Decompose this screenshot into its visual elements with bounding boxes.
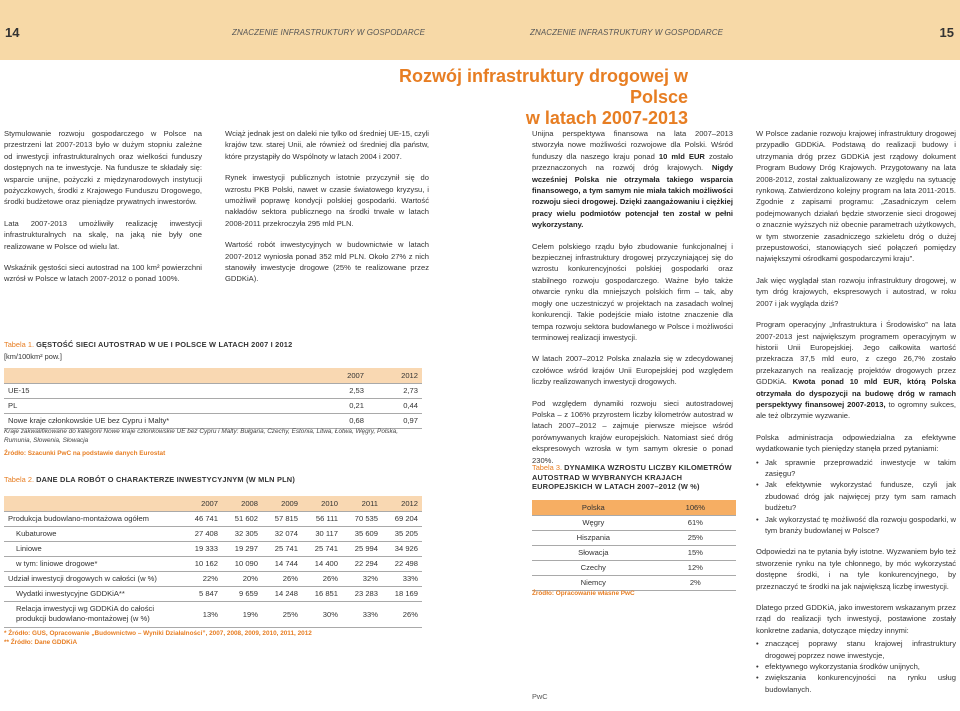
table-row: Czechy 12% [532, 560, 736, 575]
column-3 [532, 128, 733, 476]
left-header-band [0, 0, 480, 60]
table-row: Relacja inwestycji wg GDDKiA do całości produkcji budowlano-montażowej (w %) 13% 19% 25% 30% 33% 26% [4, 601, 422, 627]
footer-brand: PwC [532, 692, 548, 701]
col4-paragraph: Dlatego przed GDDKiA, jako inwestorem wskazanym przez rząd do realizacji tych inwestycji, postawione zostały konkretne zadania, dotyczące między innymi: [756, 603, 956, 635]
question-list [756, 457, 956, 537]
col2-paragraph: Wartość robót inwestycyjnych w budownictwie w latach 2007-2012 wyniosła ponad 352 mld PLN. Około 27% z nich stanowiły inwestycje drogowe (25% te realizowane przez GDDKiA). [225, 240, 429, 284]
table1-year: 2007 [314, 368, 368, 383]
col4-paragraph: Jak więc wyglądał stan rozwoju infrastruktury drogowej, w tym dróg krajowych, ekspresowych i autostrad, w roku 2007 i jak wygląda dziś? [756, 275, 956, 308]
table-row: Liniowe 19 333 19 297 25 741 25 741 25 994 34 926 [4, 541, 422, 556]
table1 [4, 368, 422, 429]
table1-caption: Tabela 1. GĘSTOŚĆ SIECI AUTOSTRAD W UE I POLSCE W LATACH 2007 I 2012 [4, 340, 293, 349]
list-item: • efektywnego wykorzystania środków unijnych, [756, 661, 956, 672]
table-row: Wydatki inwestycyjne GDDKiA** 5 847 9 659 14 248 16 851 23 283 18 169 [4, 586, 422, 601]
right-page-number: 15 [939, 25, 954, 40]
task-list [756, 638, 956, 695]
col1-paragraph: Stymulowanie rozwoju gospodarczego w Polsce na przestrzeni lat 2007-2013 było w dużym stopniu zależne od inwestycji infrastrukturalnych oraz wielkości funduszy dostępnych na te inwestycje. Na fundusze te składały się: wsparcie unijne, pożyczki z międzynarodowych instytucji pożyczkowych, środki z Krajowego Funduszu Drogowego, środki budżetowe oraz pieniądze prywatnych inwestorów. [4, 129, 202, 207]
table1-unit: [km/100km² pow.] [4, 352, 62, 361]
col1-paragraph: Lata 2007-2013 umożliwiły realizację inwestycji infrastrukturalnych na skalę, na jaką nie były one realizowane w Polsce od wielu lat. [4, 218, 202, 251]
column-1 [4, 128, 202, 295]
table2-header-row [4, 496, 422, 511]
table3-caption: Tabela 3. DYNAMIKA WZROSTU LICZBY KILOMETRÓW AUTOSTRAD W WYBRANYCH KRAJACH EUROPEJSKICH W LATACH 2007–2012 (W %) [532, 463, 732, 491]
table2-year: 2007 [182, 496, 222, 511]
col3-paragraph: Celem polskiego rządu było zbudowanie funkcjonalnej i bezpiecznej infrastruktury drogowej przyczyniającej się do wzrostu konkurencyjności polskiej gospodarki oraz stabilnego rozwoju gospodarczego. Ważne było także otwarcie rynku dla mniejszych polskich firm – tak, aby mogły one uczestniczyć w projektach na zasadach wolnej konkurencji. Takie podejście miało istotne znaczenie dla tempa rozwoju sektora budowlanego w Polsce i możliwości terminowej realizacji inwestycji. [532, 241, 733, 342]
table1-footnote: Kraje zakwalifikowane do kategorii Nowe kraje członkowskie UE bez Cypru i Malty: Bułgaria, Czechy, Estonia, Litwa, Łotwa, Węgry, Polska, Rumunia, Słowenia, Słowacja [4, 428, 399, 444]
left-page-number: 14 [5, 25, 20, 40]
table2-source-2: ** Źródło: Dane GDDKiA [4, 639, 78, 646]
col3-paragraph: Unijna perspektywa finansowa na lata 2007–2013 stworzyła nowe możliwości rozwojowe dla Polski. Wśród funduszy dla naszego kraju ponad 10 mld EUR zostało przeznaczonych na rozwój dróg krajowych. Nigdy wcześniej Polska nie otrzymała takiego wsparcia finansowego, a tym samym nie miała takich możliwości rozwoju sieci drogowej. Dzięki zaangażowaniu i ciężkiej pracy wielu podmiotów potencjał ten został w pełni wykorzystany. [532, 129, 733, 230]
col4-paragraph: Odpowiedzi na te pytania były istotne. Wyzwaniem było też stworzenie rynku na tyle chłonnego, by móc wykorzystać dostępne środki, i na tyle konkurencyjnego, by przeznaczyć te środki na jak największą liczbę inwestycji. [756, 547, 956, 591]
table2-year: 2008 [222, 496, 262, 511]
col4-paragraph: Polska administracja odpowiedzialna za efektywne wydatkowanie tych pieniędzy stanęła przed pytaniami: [756, 432, 956, 454]
table1-year: 2012 [368, 368, 422, 383]
table3 [532, 500, 736, 591]
col2-paragraph: Rynek inwestycji publicznych istotnie przyczynił się do wzrostu PKB Polski, nawet w czasie światowego kryzysu, i umożliwił poprawę kondycji polskiej gospodarki. Wartość nakładów sektora publicznego na środki trwałe w latach 2008-2011 przekroczyła 295 mld PLN. [225, 173, 429, 228]
col4-paragraph: Program operacyjny „Infrastruktura i Środowisko” na lata 2007-2013 jest największym programem operacyjnym w historii Unii Europejskiej. Jego całkowita wartość przekracza 37,5 mld euro, z czego 26,7% zostało przekazanych na realizację projektów drogowych przez GDDKiA. Kwota ponad 10 mld EUR, którą Polska otrzymała do dyspozycji na budowę dróg w ramach perspektywy finansowej 2007-2013, to ogromny sukces, ale też olbrzymie wyzwanie. [756, 320, 956, 421]
list-item: • zwiększania konkurencyjności na rynku usług budowlanych. [756, 672, 956, 695]
table-row: Udział inwestycji drogowych w całości (w %) 22% 20% 26% 26% 32% 33% [4, 571, 422, 586]
right-running-title: ZNACZENIE INFRASTRUKTURY W GOSPODARCE [530, 28, 724, 37]
list-item: • Jak sprawnie przeprowadzić inwestycje w takim zasięgu? [756, 457, 956, 480]
table1-source: Źródło: Szacunki PwC na podstawie danych Eurostat [4, 450, 166, 457]
table2-year: 2010 [302, 496, 342, 511]
section-title: Rozwój infrastruktury drogowej w Polsce w latach 2007-2013 [398, 66, 688, 128]
column-4 [756, 128, 956, 705]
table3-source: Źródło: Opracowanie własne PwC [532, 590, 635, 597]
table-row: Nowe kraje członkowskie UE bez Cypru i Malty* 0,68 0,97 [4, 413, 422, 428]
table-row: w tym: liniowe drogowe* 10 162 10 090 14 744 14 400 22 294 22 498 [4, 556, 422, 571]
table2-source-1: * Źródło: GUS, Opracowanie „Budownictwo – Wyniki Działalności”, 2007, 2008, 2009, 2010, 2011, 2012 [4, 630, 312, 637]
right-header-band [480, 0, 960, 60]
table2-year: 2009 [262, 496, 302, 511]
list-item: • Jak efektywnie wykorzystać fundusze, czyli jak zbudować dróg jak najwięcej przy tym sam ramach budżetu? [756, 479, 956, 513]
col1-paragraph: Wskaźnik gęstości sieci autostrad na 100 km² powierzchni wzrósł w Polsce w latach 2007-2012 o ponad 100%. [4, 263, 202, 284]
list-item: • Jak wykorzystać tę możliwość dla rozwoju gospodarki, w tym branży budowlanej w Polsce? [756, 514, 956, 537]
table-row: UE-15 2,53 2,73 [4, 383, 422, 398]
table-row: Węgry 61% [532, 515, 736, 530]
table-row: Polska 106% [532, 500, 736, 515]
table1-header-row [4, 368, 422, 383]
table2-year: 2012 [382, 496, 422, 511]
list-item: • znaczącej poprawy stanu krajowej infrastruktury drogowej poprzez nowe inwestycje, [756, 638, 956, 661]
col3-paragraph: W latach 2007–2012 Polska znalazła się w zdecydowanej czołówce wśród krajów Unii Europejskiej pod względem liczby realizowanych inwestycji drogowych. [532, 354, 733, 387]
table-row: Produkcja budowlano-montażowa ogółem 46 741 51 602 57 815 56 111 70 535 69 204 [4, 511, 422, 526]
table2-caption: Tabela 2. DANE DLA ROBÓT O CHARAKTERZE INWESTYCYJNYM (W MLN PLN) [4, 475, 295, 484]
table-row: Kubaturowe 27 408 32 305 32 074 30 117 35 609 35 205 [4, 526, 422, 541]
table-row: PL 0,21 0,44 [4, 398, 422, 413]
left-running-title: ZNACZENIE INFRASTRUKTURY W GOSPODARCE [232, 28, 426, 37]
table-row: Niemcy 2% [532, 575, 736, 590]
table2-year: 2011 [342, 496, 382, 511]
table2 [4, 496, 422, 628]
col3-paragraph: Pod względem dynamiki rozwoju sieci autostradowej Polska – z 106% przyrostem liczby kilometrów autostrad w latach 2007–2012 – zajmuje pierwsze miejsce wśród porównywanych krajów europejskich. Natomiast sieć dróg ekspresowych wzrosła w tym samym okresie o ponad 230%. [532, 398, 733, 465]
table-row: Słowacja 15% [532, 545, 736, 560]
column-2 [225, 128, 429, 295]
col2-paragraph: Wciąż jednak jest on daleki nie tylko od średniej UE-15, czyli krajów tzw. starej Unii, ale również od średniej dla państw, które przystąpiły do Wspólnoty w latach 2004 i 2007. [225, 129, 429, 161]
col4-paragraph: W Polsce zadanie rozwoju krajowej infrastruktury drogowej przypadło GDDKiA. Podstawą do realizacji budowy i utrzymania dróg przez GDDKiA jest rządowy dokument Program Budowy Dróg Krajowych. Przygotowany na lata 2008-2012, został zaktualizowany ze względu na sytuację rynkową. Zatwierdzono kolejny program na lata 2011-2015. Zgodnie z zapisami programu: „Zasadniczym celem podejmowanych działań będzie stworzenie sieci drogowej o znacznie wyższych niż obecnie parametrach użytkowych, w tym stworzenie zasadniczego szkieletu dróg o dużej przepustowości, stanowiących sieć połączeń pomiędzy największymi ośrodkami gospodarczymi kraju”. [756, 129, 956, 264]
table-row: Hiszpania 25% [532, 530, 736, 545]
